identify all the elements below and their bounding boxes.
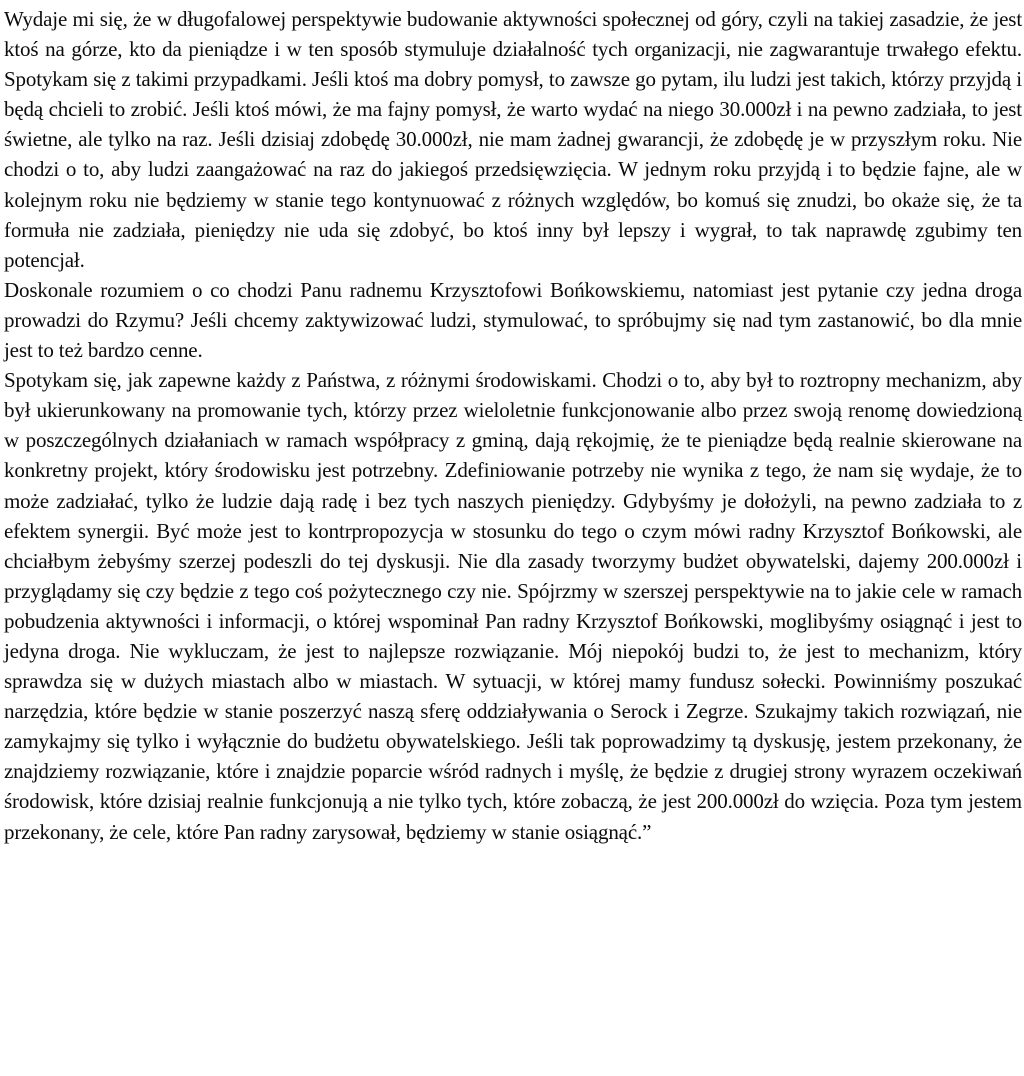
paragraph-1: Wydaje mi się, że w długofalowej perspektywie budowanie aktywności społecznej od góry, czyli na takiej zasadzie, że jest ktoś na górze, kto da pieniądze i w ten sposób stymuluje działalność tych organizacji, nie zagwarantuje trwałego efektu. Spotykam się z takimi przypadkami. Jeśli ktoś ma dobry pomysł, to zawsze go pytam, ilu ludzi jest takich, którzy przyjdą i będą chcieli to zrobić. Jeśli ktoś mówi, że ma fajny pomysł, że warto wydać na niego 30.000zł i na pewno zadziała, to jest świetne, ale tylko na raz. Jeśli dzisiaj zdobędę 30.000zł, nie mam żadnej gwarancji, że zdobędę je w przyszłym roku. Nie chodzi o to, aby ludzi zaangażować na raz do jakiegoś przedsięwzięcia. W jednym roku przyjdą i to będzie fajne, ale w kolejnym roku nie będziemy w stanie tego kontynuować z różnych względów, bo komuś się znudzi, bo okaże się, że ta formuła nie zadziała, pieniędzy nie uda się zdobyć, bo ktoś inny był lepszy i wygrał, to tak naprawdę zgubimy ten potencjał. xyxy=(4,7,1022,272)
paragraph-3: Spotykam się, jak zapewne każdy z Państwa, z różnymi środowiskami. Chodzi o to, aby był to roztropny mechanizm, aby był ukierunkowany na promowanie tych, którzy przez wieloletnie funkcjonowanie albo przez swoją renomę dowiedzioną w poszczególnych działaniach w ramach współpracy z gminą, dają rękojmię, że te pieniądze będą realnie skierowane na konkretny projekt, który środowisku jest potrzebny. Zdefiniowanie potrzeby nie wynika z tego, że nam się wydaje, że to może zadziałać, tylko że ludzie dają radę i bez tych naszych pieniędzy. Gdybyśmy je dołożyli, na pewno zadziała to z efektem synergii. Być może jest to kontrpropozycja w stosunku do tego o czym mówi radny Krzysztof Bońkowski, ale chciałbym żebyśmy szerzej podeszli do tej dyskusji. Nie dla zasady tworzymy budżet obywatelski, dajemy 200.000zł i przyglądamy się czy będzie z tego coś pożytecznego czy nie. Spójrzmy w szerszej perspektywie na to jakie cele w ramach pobudzenia aktywności i informacji, o której wspominał Pan radny Krzysztof Bońkowski, moglibyśmy osiągnąć i jest to jedyna droga. Nie wykluczam, że jest to najlepsze rozwiązanie. Mój niepokój budzi to, że jest to mechanizm, który sprawdza się w dużych miastach albo w miastach. W sytuacji, w której mamy fundusz sołecki. Powinniśmy poszukać narzędzia, które będzie w stanie poszerzyć naszą sferę oddziaływania o Serock i Zegrze. Szukajmy takich rozwiązań, nie zamykajmy się tylko i wyłącznie do budżetu obywatelskiego. Jeśli tak poprowadzimy tą dyskusję, jestem przekonany, że znajdziemy rozwiązanie, które i znajdzie poparcie wśród radnych i myślę, że będzie z drugiej strony wyrazem oczekiwań środowisk, które dzisiaj realnie funkcjonują a nie tylko tych, które zobaczą, że jest 200.000zł do wzięcia. Poza tym jestem przekonany, że cele, które Pan radny zarysował, będziemy w stanie osiągnąć.” xyxy=(4,368,1022,844)
paragraph-2: Doskonale rozumiem o co chodzi Panu radnemu Krzysztofowi Bońkowskiemu, natomiast jest pytanie czy jedna droga prowadzi do Rzymu? Jeśli chcemy zaktywizować ludzi, stymulować, to spróbujmy się nad tym zastanowić, bo dla mnie jest to też bardzo cenne. xyxy=(4,277,1022,363)
